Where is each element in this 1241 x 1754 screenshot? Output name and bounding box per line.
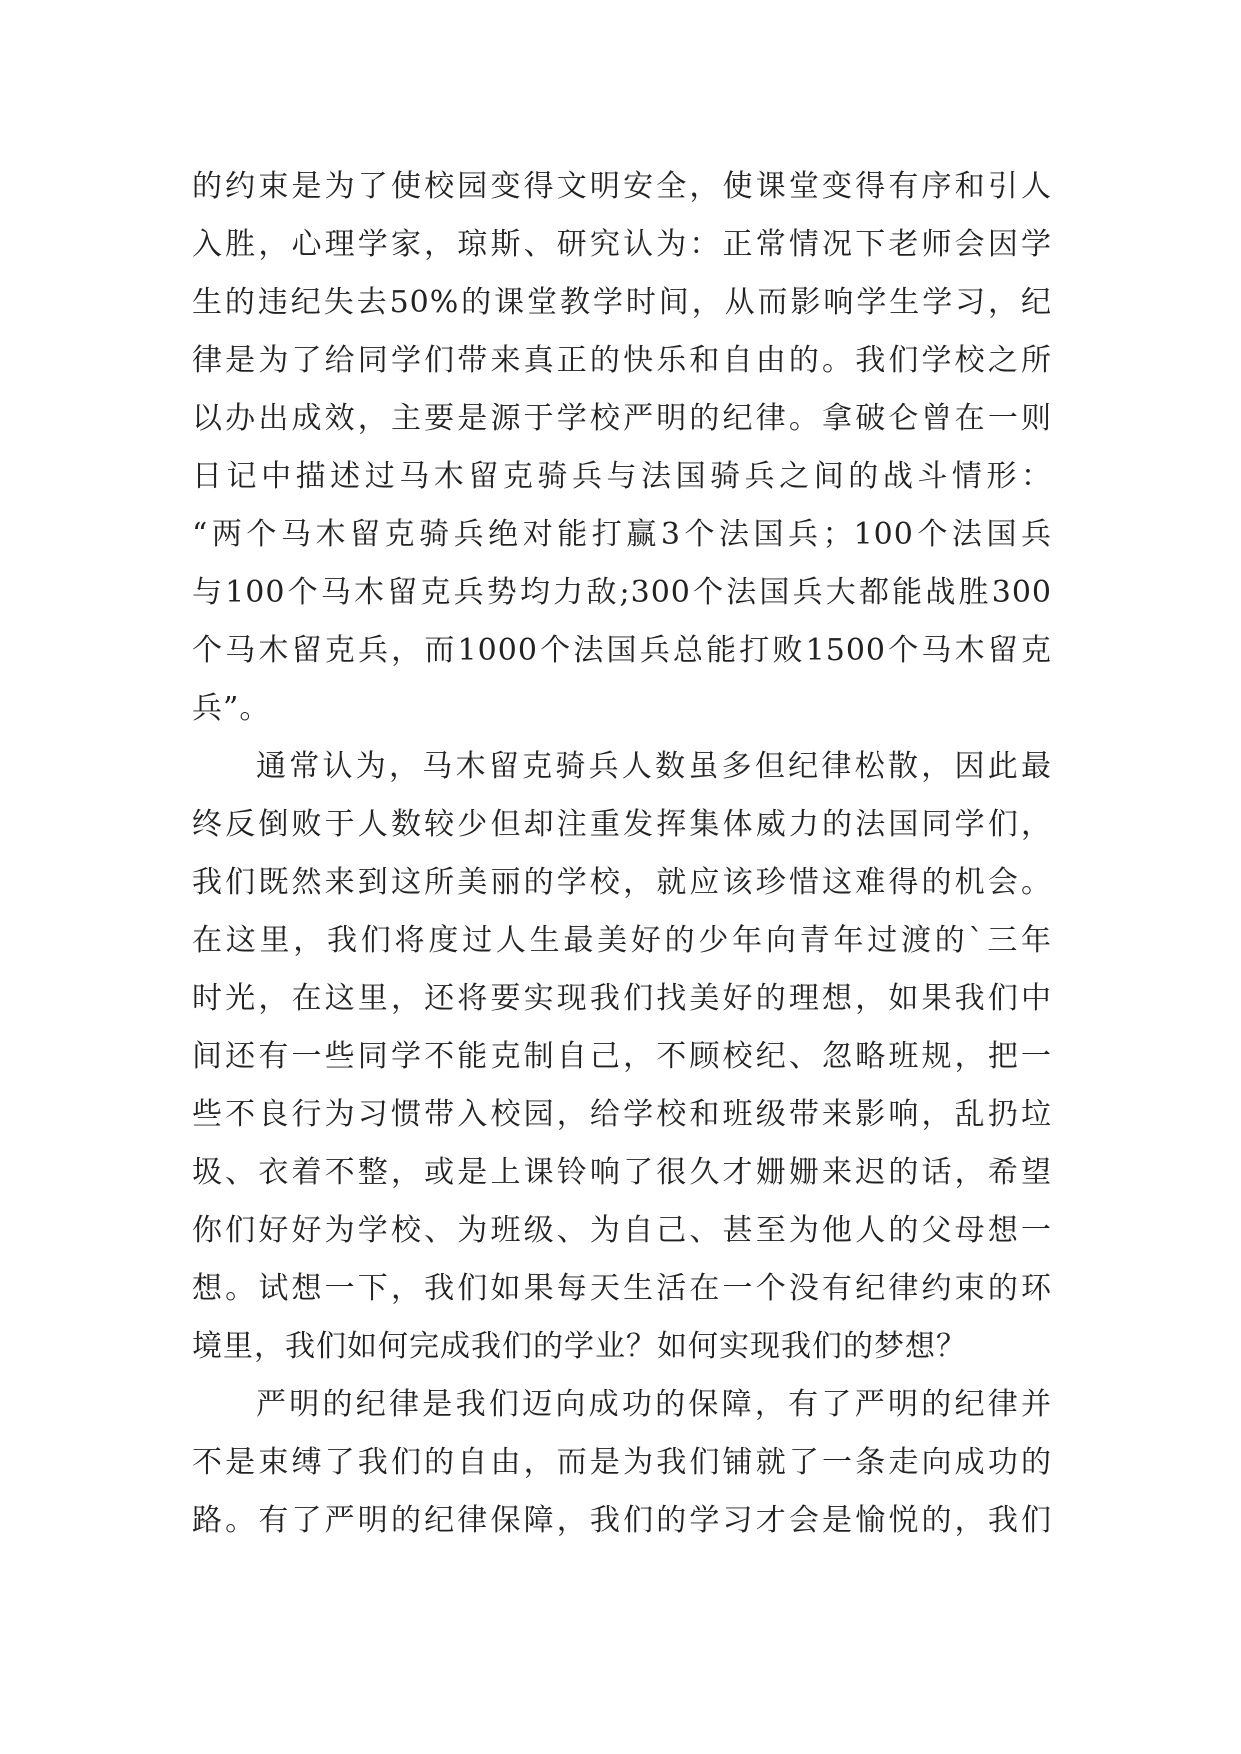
text-line: 我们既然来到这所美丽的学校，就应该珍惜这难得的机会。: [192, 865, 1052, 900]
text-line: 通常认为，马木留克骑兵人数虽多但纪律松散，因此最: [256, 749, 1052, 784]
text-line: 入胜，心理学家，琼斯、研究认为：正常情况下老师会因学: [192, 227, 1052, 262]
text-line: 路。有了严明的纪律保障，我们的学习才会是愉悦的，我们: [192, 1503, 1052, 1538]
text-line: 不是束缚了我们的自由，而是为我们铺就了一条走向成功的: [192, 1445, 1052, 1480]
text-line: 你们好好为学校、为班级、为自己、甚至为他人的父母想一: [192, 1213, 1052, 1248]
text-line: 终反倒败于人数较少但却注重发挥集体威力的法国同学们，: [192, 807, 1052, 842]
text-line: 境里，我们如何完成我们的学业？如何实现我们的梦想？: [192, 1329, 967, 1364]
text-line: 的约束是为了使校园变得文明安全，使课堂变得有序和引人: [192, 169, 1052, 204]
text-line: 严明的纪律是我们迈向成功的保障，有了严明的纪律并: [256, 1387, 1052, 1422]
text-line: “两个马木留克骑兵绝对能打赢3个法国兵；100个法国兵: [192, 517, 1052, 552]
paragraph: [192, 738, 1052, 1376]
text-line: 日记中描述过马木留克骑兵与法国骑兵之间的战斗情形：: [192, 459, 1052, 494]
text-line: 在这里，我们将度过人生最美好的少年向青年过渡的`三年: [192, 923, 1052, 958]
text-line: 想。试想一下，我们如果每天生活在一个没有纪律约束的环: [192, 1271, 1052, 1306]
text-line: 生的违纪失去50%的课堂教学时间，从而影响学生学习，纪: [192, 285, 1052, 320]
text-line: 律是为了给同学们带来真正的快乐和自由的。我们学校之所: [192, 343, 1052, 378]
text-line: 兵”。: [192, 691, 271, 726]
paragraph: [192, 1376, 1052, 1550]
text-line: 些不良行为习惯带入校园，给学校和班级带来影响，乱扔垃: [192, 1097, 1052, 1132]
text-line: 时光，在这里，还将要实现我们找美好的理想，如果我们中: [192, 981, 1052, 1016]
text-line: 与100个马木留克兵势均力敌;300个法国兵大都能战胜300: [192, 575, 1052, 610]
text-line: 以办出成效，主要是源于学校严明的纪律。拿破仑曾在一则: [192, 401, 1052, 436]
text-line: 圾、衣着不整，或是上课铃响了很久才姗姗来迟的话，希望: [192, 1155, 1052, 1190]
paragraph: [192, 158, 1052, 738]
body-text: [192, 158, 1052, 1550]
text-line: 个马木留克兵，而1000个法国兵总能打败1500个马木留克: [192, 633, 1052, 668]
text-line: 间还有一些同学不能克制自己，不顾校纪、忽略班规，把一: [192, 1039, 1052, 1074]
